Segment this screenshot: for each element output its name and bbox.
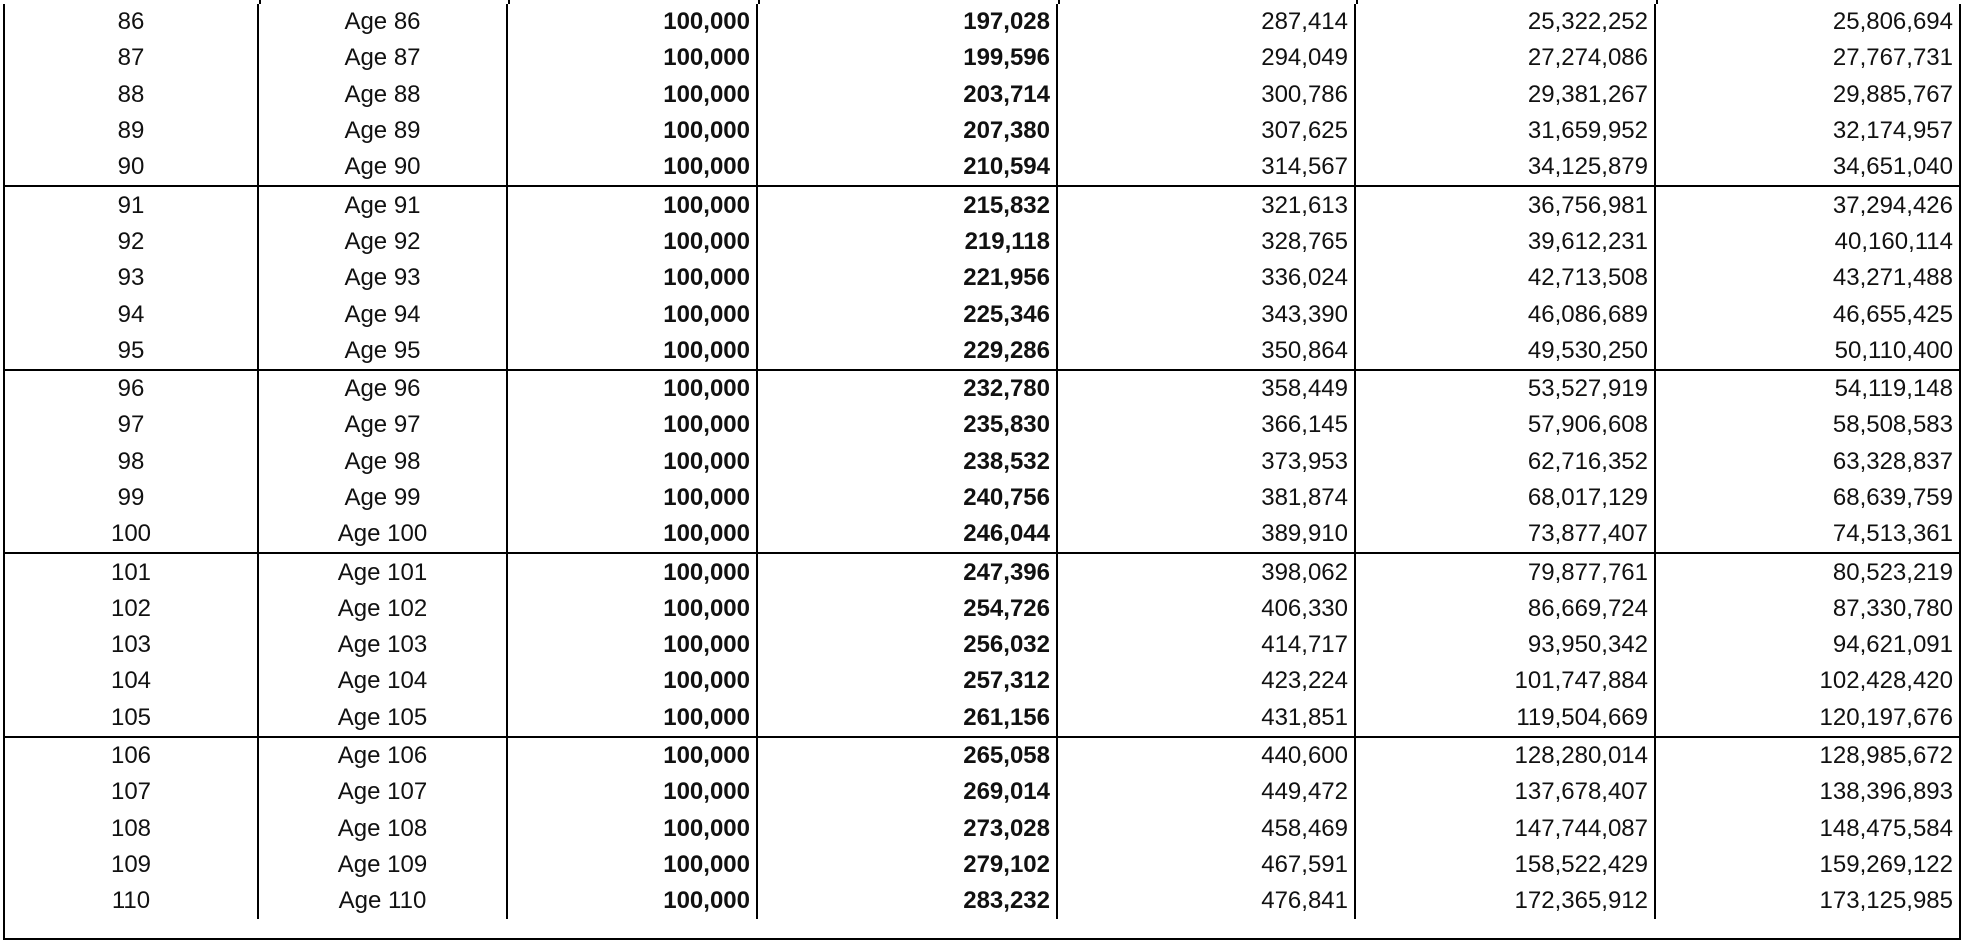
table-row: [5, 296, 1959, 332]
age-number-cell: 90: [5, 149, 259, 185]
value-b-cell: 307,625: [1058, 113, 1356, 149]
age-number-cell: 96: [5, 371, 259, 407]
base-amount-cell: 100,000: [508, 700, 758, 736]
value-d-cell: 102,428,420: [1819, 667, 1953, 695]
value-d-cell: 80,523,219: [1832, 558, 1953, 586]
row-group: [5, 552, 1959, 735]
table-row: [5, 774, 1959, 810]
value-b-cell: 287,414: [1058, 4, 1356, 40]
base-amount-cell: 100,000: [508, 480, 758, 516]
age-label-cell: Age 105: [259, 700, 508, 736]
value-a-cell: 257,312: [758, 663, 1058, 699]
value-c-cell: 147,744,087: [1356, 811, 1656, 847]
value-b-cell: 476,841: [1058, 883, 1356, 919]
value-a-cell: 229,286: [758, 333, 1058, 369]
value-d-cell: 58,508,583: [1832, 411, 1953, 439]
value-b-cell: 321,613: [1058, 187, 1356, 223]
age-label-cell: Age 99: [259, 480, 508, 516]
value-d-cell: 128,985,672: [1819, 742, 1953, 770]
value-a-cell: 197,028: [758, 4, 1058, 40]
table-row: [5, 187, 1959, 223]
value-c-cell: 46,086,689: [1356, 296, 1656, 332]
row-group: [5, 369, 1959, 552]
age-label-cell: Age 107: [259, 774, 508, 810]
base-amount-cell: 100,000: [508, 224, 758, 260]
age-label-cell: Age 106: [259, 738, 508, 774]
value-a-cell: 225,346: [758, 296, 1058, 332]
row-group: [5, 736, 1959, 919]
base-amount-cell: 100,000: [508, 774, 758, 810]
value-b-cell: 373,953: [1058, 444, 1356, 480]
value-d-cell: 34,651,040: [1832, 153, 1953, 181]
value-a-cell: 240,756: [758, 480, 1058, 516]
value-c-cell: 25,322,252: [1356, 4, 1656, 40]
base-amount-cell: 100,000: [508, 371, 758, 407]
age-label-cell: Age 98: [259, 444, 508, 480]
age-label-cell: Age 90: [259, 149, 508, 185]
age-label-cell: Age 109: [259, 847, 508, 883]
value-b-cell: 440,600: [1058, 738, 1356, 774]
age-label-cell: Age 100: [259, 516, 508, 552]
value-c-cell: 172,365,912: [1356, 883, 1656, 919]
value-b-cell: 350,864: [1058, 333, 1356, 369]
row-group: [5, 185, 1959, 368]
value-d-cell: 27,767,731: [1832, 44, 1953, 72]
value-a-cell: 210,594: [758, 149, 1058, 185]
base-amount-cell: 100,000: [508, 738, 758, 774]
age-label-cell: Age 96: [259, 371, 508, 407]
value-b-cell: 300,786: [1058, 77, 1356, 113]
table-row: [5, 591, 1959, 627]
age-label-cell: Age 97: [259, 407, 508, 443]
base-amount-cell: 100,000: [508, 554, 758, 590]
table-row: [5, 333, 1959, 369]
value-a-cell: 273,028: [758, 811, 1058, 847]
value-c-cell: 53,527,919: [1356, 371, 1656, 407]
value-c-cell: 34,125,879: [1356, 149, 1656, 185]
value-c-cell: 57,906,608: [1356, 407, 1656, 443]
value-c-cell: 62,716,352: [1356, 444, 1656, 480]
age-number-cell: 106: [5, 738, 259, 774]
value-a-cell: 199,596: [758, 40, 1058, 76]
base-amount-cell: 100,000: [508, 333, 758, 369]
value-b-cell: 467,591: [1058, 847, 1356, 883]
value-b-cell: 328,765: [1058, 224, 1356, 260]
value-d-cell: 120,197,676: [1819, 703, 1953, 731]
value-d-cell: 32,174,957: [1832, 117, 1953, 145]
value-a-cell: 283,232: [758, 883, 1058, 919]
age-label-cell: Age 108: [259, 811, 508, 847]
age-label-cell: Age 94: [259, 296, 508, 332]
value-c-cell: 27,274,086: [1356, 40, 1656, 76]
base-amount-cell: 100,000: [508, 407, 758, 443]
table-row: [5, 444, 1959, 480]
value-b-cell: 343,390: [1058, 296, 1356, 332]
age-number-cell: 88: [5, 77, 259, 113]
value-b-cell: 431,851: [1058, 700, 1356, 736]
value-a-cell: 232,780: [758, 371, 1058, 407]
age-label-cell: Age 86: [259, 4, 508, 40]
value-a-cell: 254,726: [758, 591, 1058, 627]
table-row: [5, 480, 1959, 516]
value-d-cell: 43,271,488: [1832, 264, 1953, 292]
row-group: [5, 4, 1959, 185]
age-number-cell: 91: [5, 187, 259, 223]
value-c-cell: 73,877,407: [1356, 516, 1656, 552]
value-c-cell: 86,669,724: [1356, 591, 1656, 627]
value-a-cell: 246,044: [758, 516, 1058, 552]
base-amount-cell: 100,000: [508, 187, 758, 223]
table-row: [5, 371, 1959, 407]
base-amount-cell: 100,000: [508, 627, 758, 663]
age-number-cell: 87: [5, 40, 259, 76]
value-a-cell: 238,532: [758, 444, 1058, 480]
value-d-cell: 63,328,837: [1832, 447, 1953, 475]
base-amount-cell: 100,000: [508, 149, 758, 185]
age-number-cell: 86: [5, 4, 259, 40]
base-amount-cell: 100,000: [508, 77, 758, 113]
value-d-cell: 50,110,400: [1834, 336, 1953, 364]
table-row: [5, 40, 1959, 76]
value-c-cell: 93,950,342: [1356, 627, 1656, 663]
value-c-cell: 119,504,669: [1356, 700, 1656, 736]
age-number-cell: 93: [5, 260, 259, 296]
age-number-cell: 109: [5, 847, 259, 883]
table-row: [5, 663, 1959, 699]
value-b-cell: 294,049: [1058, 40, 1356, 76]
table-row: [5, 113, 1959, 149]
age-number-cell: 89: [5, 113, 259, 149]
age-label-cell: Age 93: [259, 260, 508, 296]
data-table: [3, 4, 1961, 940]
value-a-cell: 256,032: [758, 627, 1058, 663]
value-d-cell: 37,294,426: [1832, 191, 1953, 219]
table-row: [5, 4, 1959, 40]
value-a-cell: 279,102: [758, 847, 1058, 883]
value-a-cell: 235,830: [758, 407, 1058, 443]
value-d-cell: 46,655,425: [1832, 300, 1953, 328]
value-b-cell: 406,330: [1058, 591, 1356, 627]
table-row: [5, 407, 1959, 443]
table-row: [5, 554, 1959, 590]
value-a-cell: 203,714: [758, 77, 1058, 113]
base-amount-cell: 100,000: [508, 260, 758, 296]
table-row: [5, 847, 1959, 883]
base-amount-cell: 100,000: [508, 40, 758, 76]
value-d-cell: 87,330,780: [1832, 594, 1953, 622]
value-c-cell: 42,713,508: [1356, 260, 1656, 296]
age-number-cell: 104: [5, 663, 259, 699]
value-d-cell: 173,125,985: [1819, 887, 1953, 915]
value-b-cell: 366,145: [1058, 407, 1356, 443]
value-a-cell: 247,396: [758, 554, 1058, 590]
table-row: [5, 700, 1959, 736]
value-b-cell: 458,469: [1058, 811, 1356, 847]
age-number-cell: 107: [5, 774, 259, 810]
age-number-cell: 105: [5, 700, 259, 736]
value-b-cell: 423,224: [1058, 663, 1356, 699]
value-c-cell: 101,747,884: [1356, 663, 1656, 699]
base-amount-cell: 100,000: [508, 847, 758, 883]
value-d-cell: 74,513,361: [1832, 520, 1953, 548]
value-c-cell: 49,530,250: [1356, 333, 1656, 369]
age-number-cell: 99: [5, 480, 259, 516]
value-c-cell: 68,017,129: [1356, 480, 1656, 516]
value-d-cell: 54,119,148: [1834, 375, 1953, 403]
value-b-cell: 398,062: [1058, 554, 1356, 590]
base-amount-cell: 100,000: [508, 883, 758, 919]
age-label-cell: Age 92: [259, 224, 508, 260]
age-number-cell: 98: [5, 444, 259, 480]
value-b-cell: 414,717: [1058, 627, 1356, 663]
table-row: [5, 811, 1959, 847]
table-row: [5, 77, 1959, 113]
age-number-cell: 101: [5, 554, 259, 590]
table-row: [5, 738, 1959, 774]
value-c-cell: 79,877,761: [1356, 554, 1656, 590]
base-amount-cell: 100,000: [508, 113, 758, 149]
base-amount-cell: 100,000: [508, 444, 758, 480]
age-number-cell: 94: [5, 296, 259, 332]
age-number-cell: 97: [5, 407, 259, 443]
value-d-cell: 29,885,767: [1832, 80, 1953, 108]
age-number-cell: 100: [5, 516, 259, 552]
age-number-cell: 92: [5, 224, 259, 260]
value-a-cell: 219,118: [758, 224, 1058, 260]
age-label-cell: Age 110: [259, 883, 508, 919]
age-label-cell: Age 87: [259, 40, 508, 76]
value-c-cell: 39,612,231: [1356, 224, 1656, 260]
value-a-cell: 261,156: [758, 700, 1058, 736]
base-amount-cell: 100,000: [508, 296, 758, 332]
age-label-cell: Age 104: [259, 663, 508, 699]
table-row: [5, 260, 1959, 296]
table-row: [5, 627, 1959, 663]
age-label-cell: Age 102: [259, 591, 508, 627]
age-label-cell: Age 95: [259, 333, 508, 369]
value-c-cell: 128,280,014: [1356, 738, 1656, 774]
value-c-cell: 31,659,952: [1356, 113, 1656, 149]
value-d-cell: 25,806,694: [1832, 8, 1953, 36]
value-b-cell: 314,567: [1058, 149, 1356, 185]
value-b-cell: 381,874: [1058, 480, 1356, 516]
value-c-cell: 158,522,429: [1356, 847, 1656, 883]
value-b-cell: 449,472: [1058, 774, 1356, 810]
value-d-cell: 68,639,759: [1832, 484, 1953, 511]
value-a-cell: 221,956: [758, 260, 1058, 296]
value-a-cell: 265,058: [758, 738, 1058, 774]
value-c-cell: 29,381,267: [1356, 77, 1656, 113]
age-label-cell: Age 88: [259, 77, 508, 113]
age-number-cell: 95: [5, 333, 259, 369]
value-c-cell: 137,678,407: [1356, 774, 1656, 810]
value-a-cell: 269,014: [758, 774, 1058, 810]
value-d-cell: 40,160,114: [1834, 227, 1953, 255]
base-amount-cell: 100,000: [508, 4, 758, 40]
value-c-cell: 36,756,981: [1356, 187, 1656, 223]
age-number-cell: 103: [5, 627, 259, 663]
age-number-cell: 108: [5, 811, 259, 847]
base-amount-cell: 100,000: [508, 591, 758, 627]
value-d-cell: 138,396,893: [1819, 778, 1953, 806]
age-number-cell: 102: [5, 591, 259, 627]
age-number-cell: 110: [5, 883, 259, 919]
value-b-cell: 358,449: [1058, 371, 1356, 407]
base-amount-cell: 100,000: [508, 516, 758, 552]
value-d-cell: 159,269,122: [1819, 850, 1953, 878]
age-label-cell: Age 101: [259, 554, 508, 590]
age-label-cell: Age 89: [259, 113, 508, 149]
table-row: [5, 224, 1959, 260]
value-d-cell: 94,621,091: [1832, 631, 1953, 659]
base-amount-cell: 100,000: [508, 811, 758, 847]
age-label-cell: Age 103: [259, 627, 508, 663]
value-a-cell: 215,832: [758, 187, 1058, 223]
value-d-cell: 148,475,584: [1819, 814, 1953, 842]
value-b-cell: 336,024: [1058, 260, 1356, 296]
base-amount-cell: 100,000: [508, 663, 758, 699]
table-row: [5, 883, 1959, 919]
age-label-cell: Age 91: [259, 187, 508, 223]
value-b-cell: 389,910: [1058, 516, 1356, 552]
table-row: [5, 149, 1959, 185]
table-row: [5, 516, 1959, 552]
value-a-cell: 207,380: [758, 113, 1058, 149]
